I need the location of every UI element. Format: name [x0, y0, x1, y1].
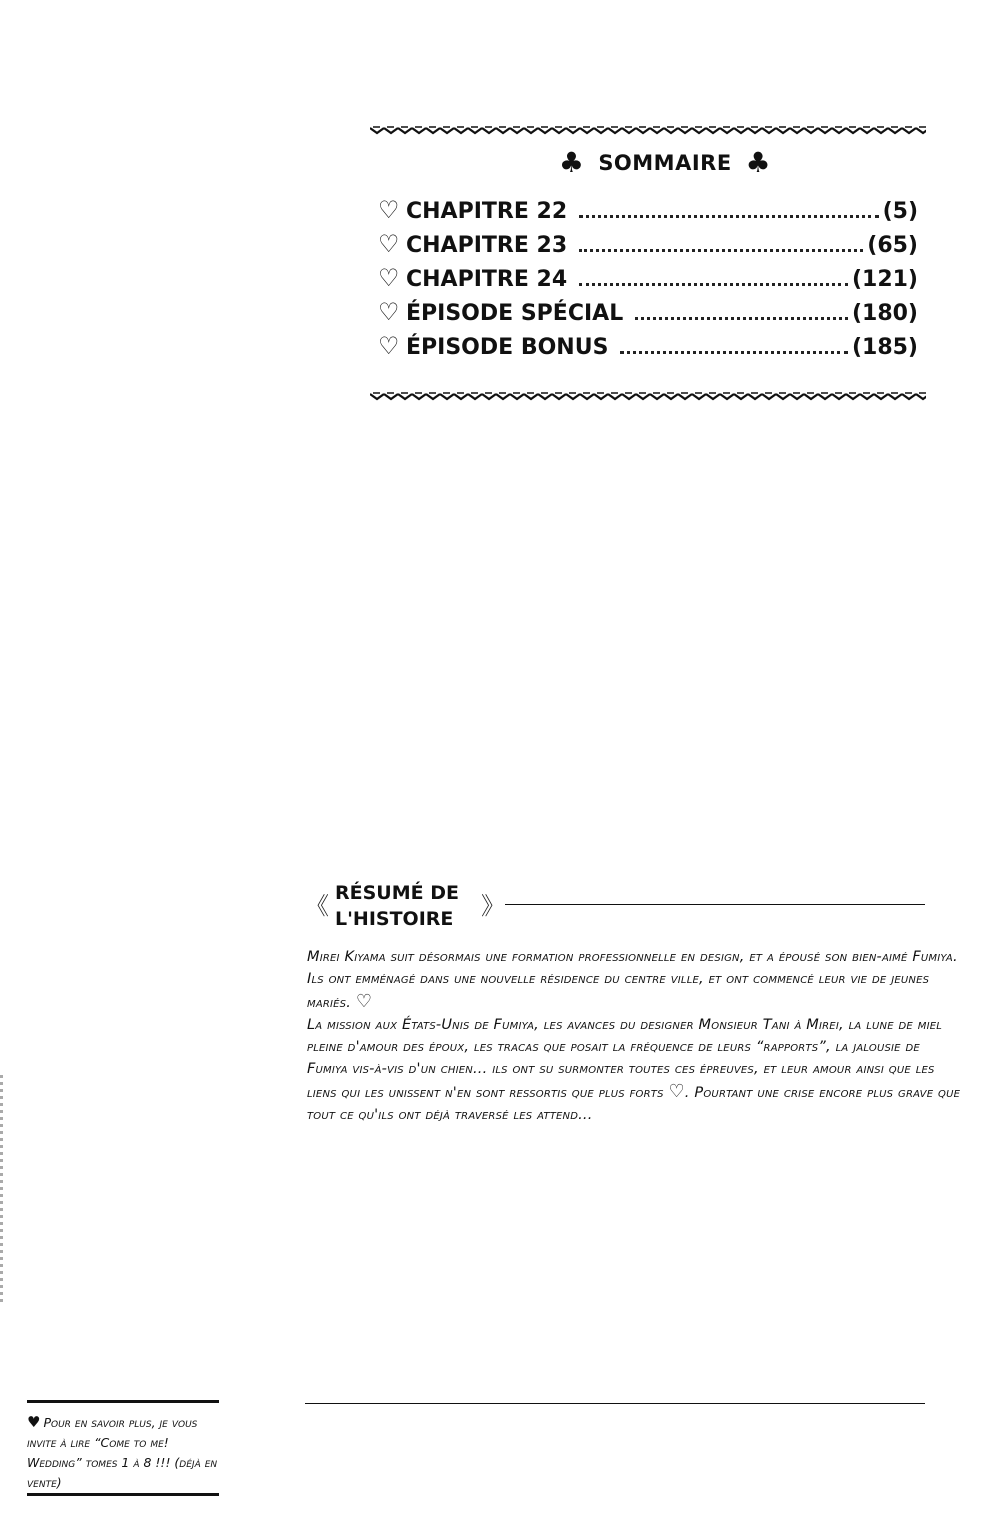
heart-outline-icon: ♡ [378, 230, 400, 258]
left-double-angle-icon: 《 [305, 892, 329, 920]
note-text: Pour en savoir plus, je vous invite à lire “Come to me! Wedding” tomes 1 à 8 !!! (déjà en vente) [27, 1415, 218, 1490]
page-edge-strip [0, 1075, 3, 1305]
summary-title-line2: L'HISTOIRE [335, 908, 454, 930]
toc-title-row [378, 145, 918, 181]
heart-outline-icon: ♡ [378, 332, 400, 360]
toc-leader-dots [620, 333, 848, 354]
summary-paragraph-2a: La mission aux États-Unis de Fumiya, les avances du designer Monsieur Tani à Mirei, la lune de miel pleine d'amour des époux, les tracas que posait la fréquence de leurs “rapports”, la jalousie de Fumiya vis-à-vis d'un chien... ils ont su surmonter toutes ces épreuves, et leur amour ainsi que les liens qui les unissent n'en sont ressortis que plus forts [307, 1016, 943, 1101]
summary-body [307, 946, 962, 1126]
note-text-block [27, 1403, 219, 1493]
club-icon: ♣ [745, 146, 772, 179]
toc-leader-dots [579, 197, 878, 218]
toc-item-label: ÉPISODE BONUS [406, 335, 609, 360]
toc-leader-dots [579, 231, 863, 252]
summary-title [335, 880, 485, 932]
toc-item [378, 227, 918, 261]
table-of-contents [378, 145, 918, 363]
toc-title: SOMMAIRE [598, 151, 732, 175]
summary-header [305, 878, 925, 938]
heart-outline-icon: ♡ [355, 990, 373, 1012]
heart-outline-icon: ♡ [378, 196, 400, 224]
summary-paragraph-2b: . Pourtant une crise encore plus grave que tout ce qu'ils ont déjà traversé les attend... [307, 1084, 961, 1124]
toc-item [378, 329, 918, 363]
heart-outline-icon: ♡ [378, 264, 400, 292]
summary-paragraph [307, 1014, 962, 1126]
toc-item-page: (121) [851, 267, 918, 292]
toc-item-page: (5) [882, 199, 918, 224]
toc-leader-dots [635, 299, 848, 320]
heart-outline-icon: ♡ [668, 1080, 685, 1102]
toc-item-page: (185) [851, 335, 918, 360]
toc-leader-dots [579, 265, 848, 286]
summary-header-rule [505, 904, 925, 905]
note-box [27, 1400, 219, 1496]
toc-item [378, 193, 918, 227]
toc-item [378, 261, 918, 295]
toc-item-page: (180) [851, 301, 918, 326]
club-icon: ♣ [558, 146, 585, 179]
toc-item-label: CHAPITRE 24 [406, 267, 568, 292]
toc-item-label: CHAPITRE 23 [406, 233, 568, 258]
bottom-rule [305, 1403, 925, 1404]
summary-title-line1: RÉSUMÉ DE [335, 882, 459, 904]
toc-item-label: CHAPITRE 22 [406, 199, 568, 224]
toc-item [378, 295, 918, 329]
summary-paragraph-1: Mirei Kiyama suit désormais une formation professionnelle en design, et a épousé son bien-aimé Fumiya. Ils ont emménagé dans une nouvelle résidence du centre ville, et ont commencé leur vie de jeunes mariés. [307, 949, 958, 1011]
toc-item-label: ÉPISODE SPÉCIAL [406, 301, 624, 326]
toc-item-page: (65) [867, 233, 918, 258]
heart-filled-icon: ♥ [27, 1413, 41, 1431]
heart-outline-icon: ♡ [378, 298, 400, 326]
bottom-decorative-border [370, 391, 926, 401]
summary-paragraph [307, 946, 962, 1014]
top-decorative-border [370, 125, 926, 135]
right-double-angle-icon: 》 [481, 892, 505, 920]
